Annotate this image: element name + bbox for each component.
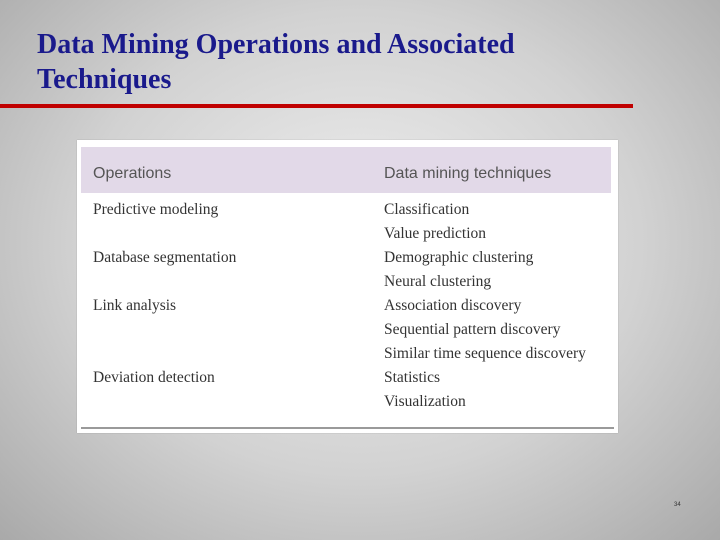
table-header-row: [81, 147, 611, 193]
operation-cell: Predictive modeling: [93, 201, 219, 218]
page-number: 34: [674, 502, 681, 508]
technique-cell: Classification: [384, 201, 470, 218]
technique-cell: Value prediction: [384, 225, 487, 242]
technique-cell: Visualization: [384, 393, 466, 410]
header-operations: Operations: [93, 165, 172, 182]
operation-cell: Deviation detection: [93, 369, 215, 386]
technique-cell: Similar time sequence discovery: [384, 345, 586, 362]
slide-title: [37, 27, 637, 97]
technique-cell: Association discovery: [384, 297, 522, 314]
technique-cell: Demographic clustering: [384, 249, 534, 266]
title-underline: [0, 104, 633, 108]
header-techniques: Data mining techniques: [384, 165, 552, 182]
operation-cell: Database segmentation: [93, 249, 237, 266]
technique-cell: Sequential pattern discovery: [384, 321, 561, 338]
technique-cell: Neural clustering: [384, 273, 492, 290]
table-bottom-rule: [81, 427, 614, 429]
technique-cell: Statistics: [384, 369, 440, 386]
operations-techniques-table: [77, 140, 618, 433]
slide-title-line-1: Data Mining Operations and Associated: [37, 29, 515, 60]
operation-cell: Link analysis: [93, 297, 177, 314]
slide-title-line-2: Techniques: [37, 64, 172, 95]
